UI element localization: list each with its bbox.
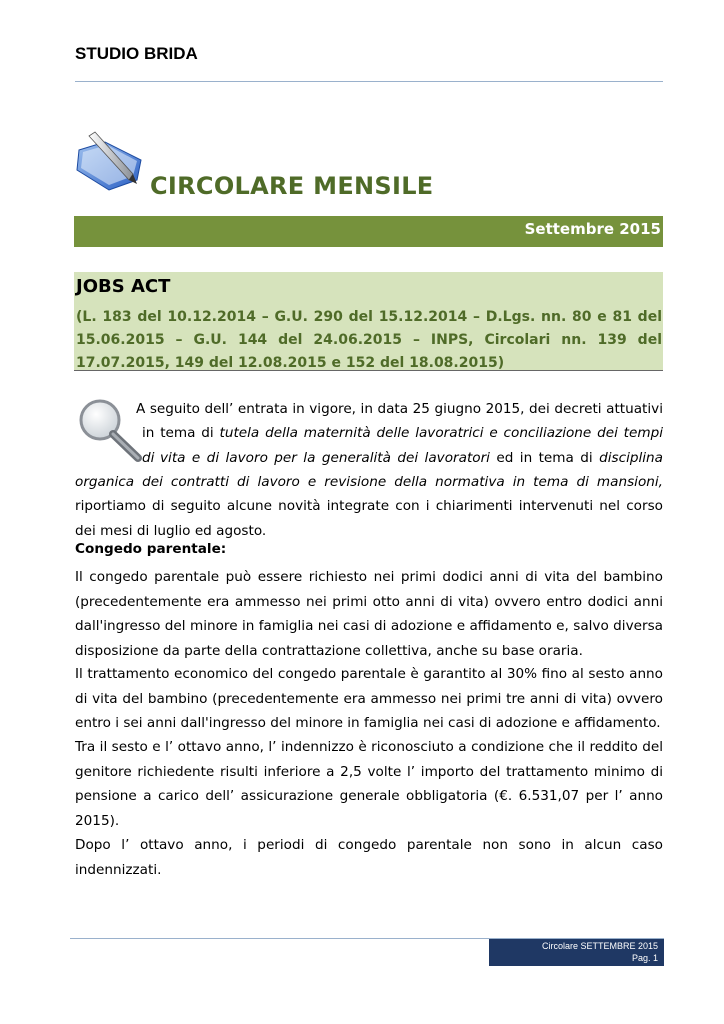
congedo-paragraph-4: Dopo l’ ottavo anno, i periodi di congedo parentale non sono in alcun caso indennizzati. bbox=[75, 837, 663, 878]
intro-line-5: riportiamo di seguito alcune novità integrate con i chiarimenti intervenuti nel corso dei mesi di luglio ed agosto. bbox=[75, 498, 663, 539]
pen-folder-icon bbox=[75, 130, 147, 192]
intro-line-4-text: organica dei contratti di lavoro e revisione della normativa in tema di mansioni, bbox=[75, 474, 663, 490]
intro-line-4 bbox=[75, 470, 663, 495]
page-title: CIRCOLARE MENSILE bbox=[150, 172, 434, 200]
month-label: Settembre 2015 bbox=[524, 220, 661, 238]
congedo-paragraph-1: Il congedo parentale può essere richiesto nei primi dodici anni di vita del bambino (precedentemente era ammesso nei primi otto anni di vita) ovvero entro dodici anni dall'ingresso del minore in famiglia nei casi di adozione e affidamento e, salvo diversa disposizione da parte della contrattazione collettiva, anche su base oraria. bbox=[75, 569, 663, 659]
intro-line-3b: ed in tema di bbox=[489, 450, 600, 466]
congedo-paragraph-2: Il trattamento economico del congedo parentale è garantito al 30% fino al sesto anno di vita del bambino (precedentemente era ammesso nei primi tre anni di vita) ovvero entro i sei anni dall'ingresso del minore in famiglia nei casi di adozione e affidamento. bbox=[75, 666, 663, 731]
footer-circolare: Circolare SETTEMBRE 2015 bbox=[541, 941, 658, 951]
section-title: JOBS ACT bbox=[76, 276, 171, 297]
congedo-paragraph-3: Tra il sesto e l’ ottavo anno, l’ indennizzo è riconosciuto a condizione che il reddito del genitore richiedente risulti inferiore a 2,5 volte l’ importo del trattamento minimo di pensione a carico dell’ assicurazione generale obbligatoria (€. 6.531,07 per l’ anno 2015). bbox=[75, 739, 663, 829]
intro-line-1: A seguito dell’ entrata in vigore, in data 25 giugno 2015, dei decreti attuativi bbox=[136, 401, 663, 417]
magnifier-icon bbox=[76, 398, 144, 464]
intro-line-3 bbox=[160, 446, 663, 471]
section-header bbox=[74, 272, 663, 371]
intro-line-2a: in tema di bbox=[142, 425, 220, 441]
footer-page-number: Pag. 1 bbox=[631, 953, 658, 963]
footer-box bbox=[489, 939, 664, 966]
month-banner bbox=[74, 216, 663, 247]
intro-line-2b: tutela della maternità delle lavoratrici e conciliazione dei tempi di bbox=[142, 425, 664, 466]
studio-name: STUDIO BRIDA bbox=[75, 44, 198, 63]
section-reference: (L. 183 del 10.12.2014 – G.U. 290 del 15.12.2014 – D.Lgs. nn. 80 e 81 del 15.06.2015 – G.U. 144 del 24.06.2015 – INPS, Circolari nn. 139 del 17.07.2015, 149 del 12.08.2015 e 152 del 18.08.2015) bbox=[76, 309, 662, 371]
intro-line-3a: vita e di lavoro per la generalità dei lavoratori bbox=[160, 450, 490, 466]
header-divider bbox=[75, 81, 663, 82]
congedo-heading: Congedo parentale: bbox=[75, 541, 227, 557]
intro-line-3c: disciplina bbox=[599, 450, 663, 466]
